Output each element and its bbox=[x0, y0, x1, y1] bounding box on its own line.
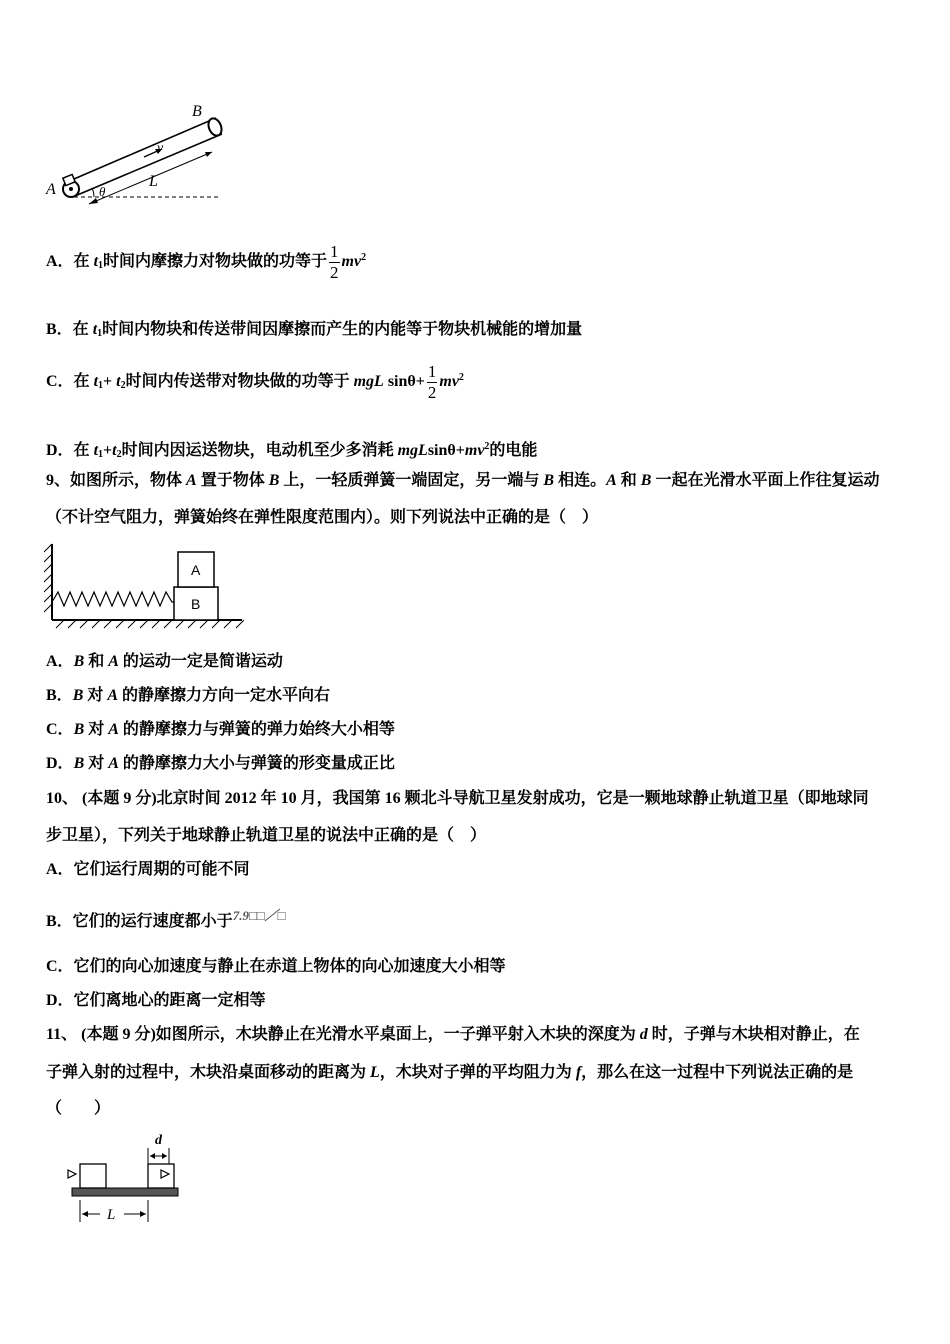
label-a: A bbox=[46, 181, 56, 198]
q8-option-d: D．在 $t_1+t_2$时间内因运送物块，电动机至少多消耗 $mgLsin\theta+mv^2$的电能 bbox=[46, 441, 538, 460]
label-b: B bbox=[192, 103, 202, 120]
speed-formula: 7.9□□／□ bbox=[232, 908, 286, 923]
conveyor-figure bbox=[44, 100, 234, 215]
q10-option-c: C．它们的向心加速度与静止在赤道上物体的向心加速度大小相等 bbox=[46, 958, 506, 975]
label-v: v bbox=[157, 141, 164, 156]
q10-option-d: D．它们离地心的距离一定相等 bbox=[46, 992, 266, 1009]
label-l: L bbox=[149, 173, 158, 190]
q8-option-a: A．在 $t_1$时间内摩擦力对物块做的功等于 $\frac{1}{2}$ $mv^2$ bbox=[46, 241, 367, 282]
q9-option-a: A．B 和 A 的运动一定是简谐运动 bbox=[46, 653, 283, 670]
q9-option-b: B．B 对 A 的静摩擦力方向一定水平向右 bbox=[46, 687, 331, 704]
q8-option-b: B．在 $t_1$时间内物块和传送带间因摩擦而产生的内能等于物块机械能的增加量 bbox=[46, 321, 583, 339]
q10-stem-line2: 步卫星），下列关于地球静止轨道卫星的说法中正确的是（ ） bbox=[46, 827, 487, 844]
q9-stem-line2: （不计空气阻力，弹簧始终在弹性限度范围内）。则下列说法中正确的是（ ） bbox=[46, 509, 599, 526]
q8-option-c: C．在 $t_1+ t_2$时间内传送带对物块做的功等于 mgL sinθ+ $\frac{1}{2}$ $mv^2$ bbox=[46, 361, 464, 402]
depth-label-d: d bbox=[155, 1133, 162, 1148]
distance-label-l: L bbox=[107, 1207, 116, 1223]
block-b-label: B bbox=[191, 596, 201, 612]
q9-stem-line1: 9、如图所示，物体 A 置于物体 B 上，一轻质弹簧一端固定，另一端与 B 相连。A 和 B 一起在光滑水平面上作往复运动 bbox=[46, 472, 880, 489]
q9-option-d: D．B 对 A 的静摩擦力大小与弹簧的形变量成正比 bbox=[46, 755, 395, 772]
fraction-half: $\frac{1}{2}$ bbox=[330, 241, 339, 282]
q10-option-a: A．它们运行周期的可能不同 bbox=[46, 861, 250, 878]
q9-option-c: C．B 对 A 的静摩擦力与弹簧的弹力始终大小相等 bbox=[46, 721, 395, 738]
block-a-label: A bbox=[191, 562, 201, 578]
q10-option-b: B．它们的运行速度都小于$^{7.9□□/□}$ bbox=[46, 908, 286, 930]
label-theta: θ bbox=[99, 184, 106, 199]
q10-stem-line1: 10、 (本题 9 分)北京时间 2012 年 10 月，我国第 16 颗北斗导航卫星发射成功，它是一颗地球静止轨道卫星（即地球同 bbox=[46, 790, 869, 807]
bullet-block-figure bbox=[64, 1128, 194, 1226]
fraction-half: $\frac{1}{2}$ bbox=[427, 361, 437, 402]
q11-stem-line3: （ ） bbox=[46, 1100, 111, 1117]
spring-block-figure bbox=[44, 540, 244, 632]
q11-stem-line2: 子弹入射的过程中，木块沿桌面移动的距离为 L，木块对子弹的平均阻力为 f，那么在这一过程中下列说法正确的是 bbox=[46, 1064, 854, 1081]
q11-stem-line1: 11、 (本题 9 分)如图所示，木块静止在光滑水平桌面上，一子弹平射入木块的深度为 d 时，子弹与木块相对静止，在 bbox=[46, 1026, 860, 1043]
